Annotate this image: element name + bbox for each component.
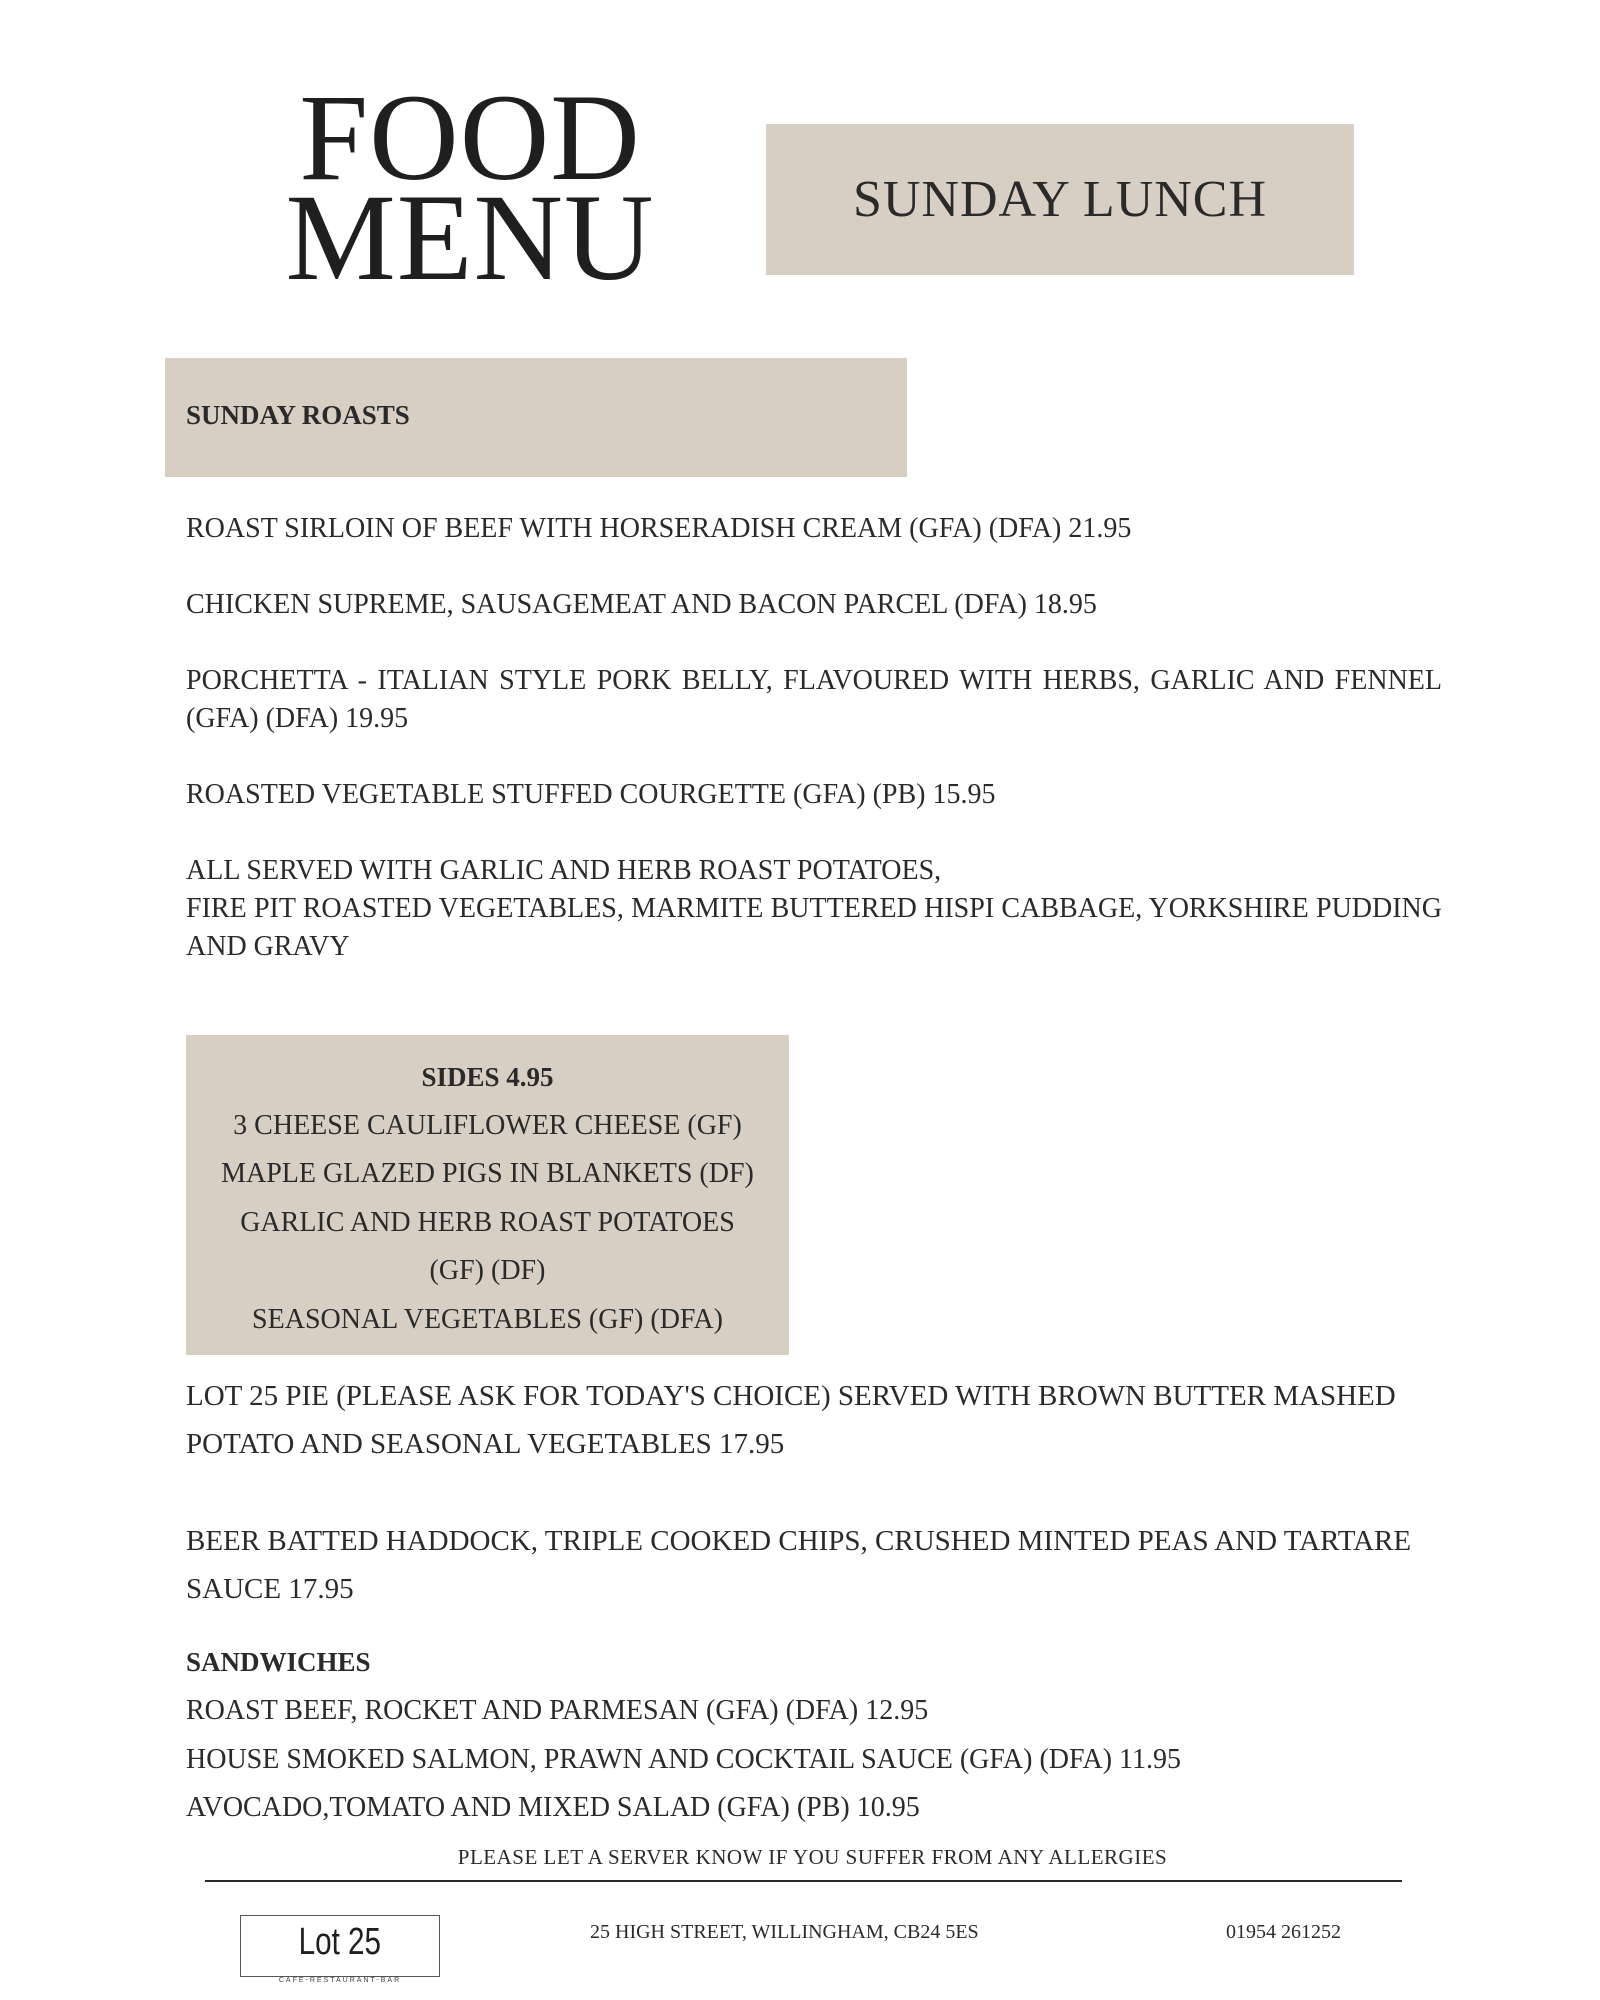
footer-divider bbox=[205, 1880, 1402, 1882]
sandwich-item: HOUSE SMOKED SALMON, PRAWN AND COCKTAIL SAUCE (GFA) (DFA) 11.95 bbox=[186, 1744, 1181, 1775]
subtitle-text: SUNDAY LUNCH bbox=[852, 171, 1268, 228]
sandwich-item: ROAST BEEF, ROCKET AND PARMESAN (GFA) (DFA) 12.95 bbox=[186, 1695, 929, 1726]
side-item: SEASONAL VEGETABLES (GF) (DFA) bbox=[252, 1303, 723, 1335]
roast-item-chicken: CHICKEN SUPREME, SAUSAGEMEAT AND BACON PARCEL (DFA) 18.95 bbox=[186, 589, 1097, 620]
section-header-sunday-roasts bbox=[165, 358, 907, 477]
allergy-notice: PLEASE LET A SERVER KNOW IF YOU SUFFER FROM ANY ALLERGIES bbox=[457, 1845, 1168, 1869]
roast-item-beef: ROAST SIRLOIN OF BEEF WITH HORSERADISH CREAM (GFA) (DFA) 21.95 bbox=[186, 513, 1132, 544]
sides-heading: SIDES 4.95 bbox=[421, 1062, 554, 1092]
side-item: 3 CHEESE CAULIFLOWER CHEESE (GF) bbox=[233, 1109, 742, 1141]
side-item: (GF) (DF) bbox=[429, 1255, 546, 1286]
sides-panel bbox=[186, 1035, 789, 1355]
logo-wordmark: Lot 25 bbox=[298, 1921, 382, 1963]
section-heading-label: SUNDAY ROASTS bbox=[186, 400, 410, 430]
roast-item-courgette: ROASTED VEGETABLE STUFFED COURGETTE (GFA) (PB) 15.95 bbox=[186, 779, 996, 810]
restaurant-phone: 01954 261252 bbox=[1226, 1921, 1341, 1943]
served-with-line2: FIRE PIT ROASTED VEGETABLES, MARMITE BUTTERED HISPI CABBAGE, YORKSHIRE PUDDING AND GRAVY bbox=[186, 893, 1442, 962]
main-item-haddock: BEER BATTED HADDOCK, TRIPLE COOKED CHIPS, CRUSHED MINTED PEAS AND TARTARE SAUCE 17.95 bbox=[186, 1525, 1412, 1605]
main-item-pie: LOT 25 PIE (PLEASE ASK FOR TODAY'S CHOICE) SERVED WITH BROWN BUTTER MASHED POTATO AND SEASONAL VEGETABLES 17.95 bbox=[186, 1380, 1396, 1460]
title-line-menu: MENU bbox=[285, 169, 655, 306]
sandwich-item: AVOCADO,TOMATO AND MIXED SALAD (GFA) (PB) 10.95 bbox=[186, 1792, 920, 1823]
roast-item-porchetta: PORCHETTA - ITALIAN STYLE PORK BELLY, FLAVOURED WITH HERBS, GARLIC AND FENNEL (GFA) (DFA) 19.95 bbox=[186, 665, 1442, 734]
menu-title bbox=[260, 69, 680, 306]
side-item: MAPLE GLAZED PIGS IN BLANKETS (DF) bbox=[221, 1158, 754, 1189]
restaurant-address: 25 HIGH STREET, WILLINGHAM, CB24 5ES bbox=[590, 1921, 979, 1943]
restaurant-logo bbox=[240, 1915, 440, 1984]
logo-tagline: CAFE-RESTAURANT-BAR bbox=[270, 1977, 410, 1984]
sandwiches-heading: SANDWICHES bbox=[186, 1647, 371, 1677]
title-line-food: FOOD bbox=[299, 69, 641, 206]
side-item: GARLIC AND HERB ROAST POTATOES bbox=[240, 1206, 735, 1238]
subtitle-banner bbox=[766, 124, 1354, 275]
served-with-line1: ALL SERVED WITH GARLIC AND HERB ROAST POTATOES, bbox=[186, 855, 942, 886]
